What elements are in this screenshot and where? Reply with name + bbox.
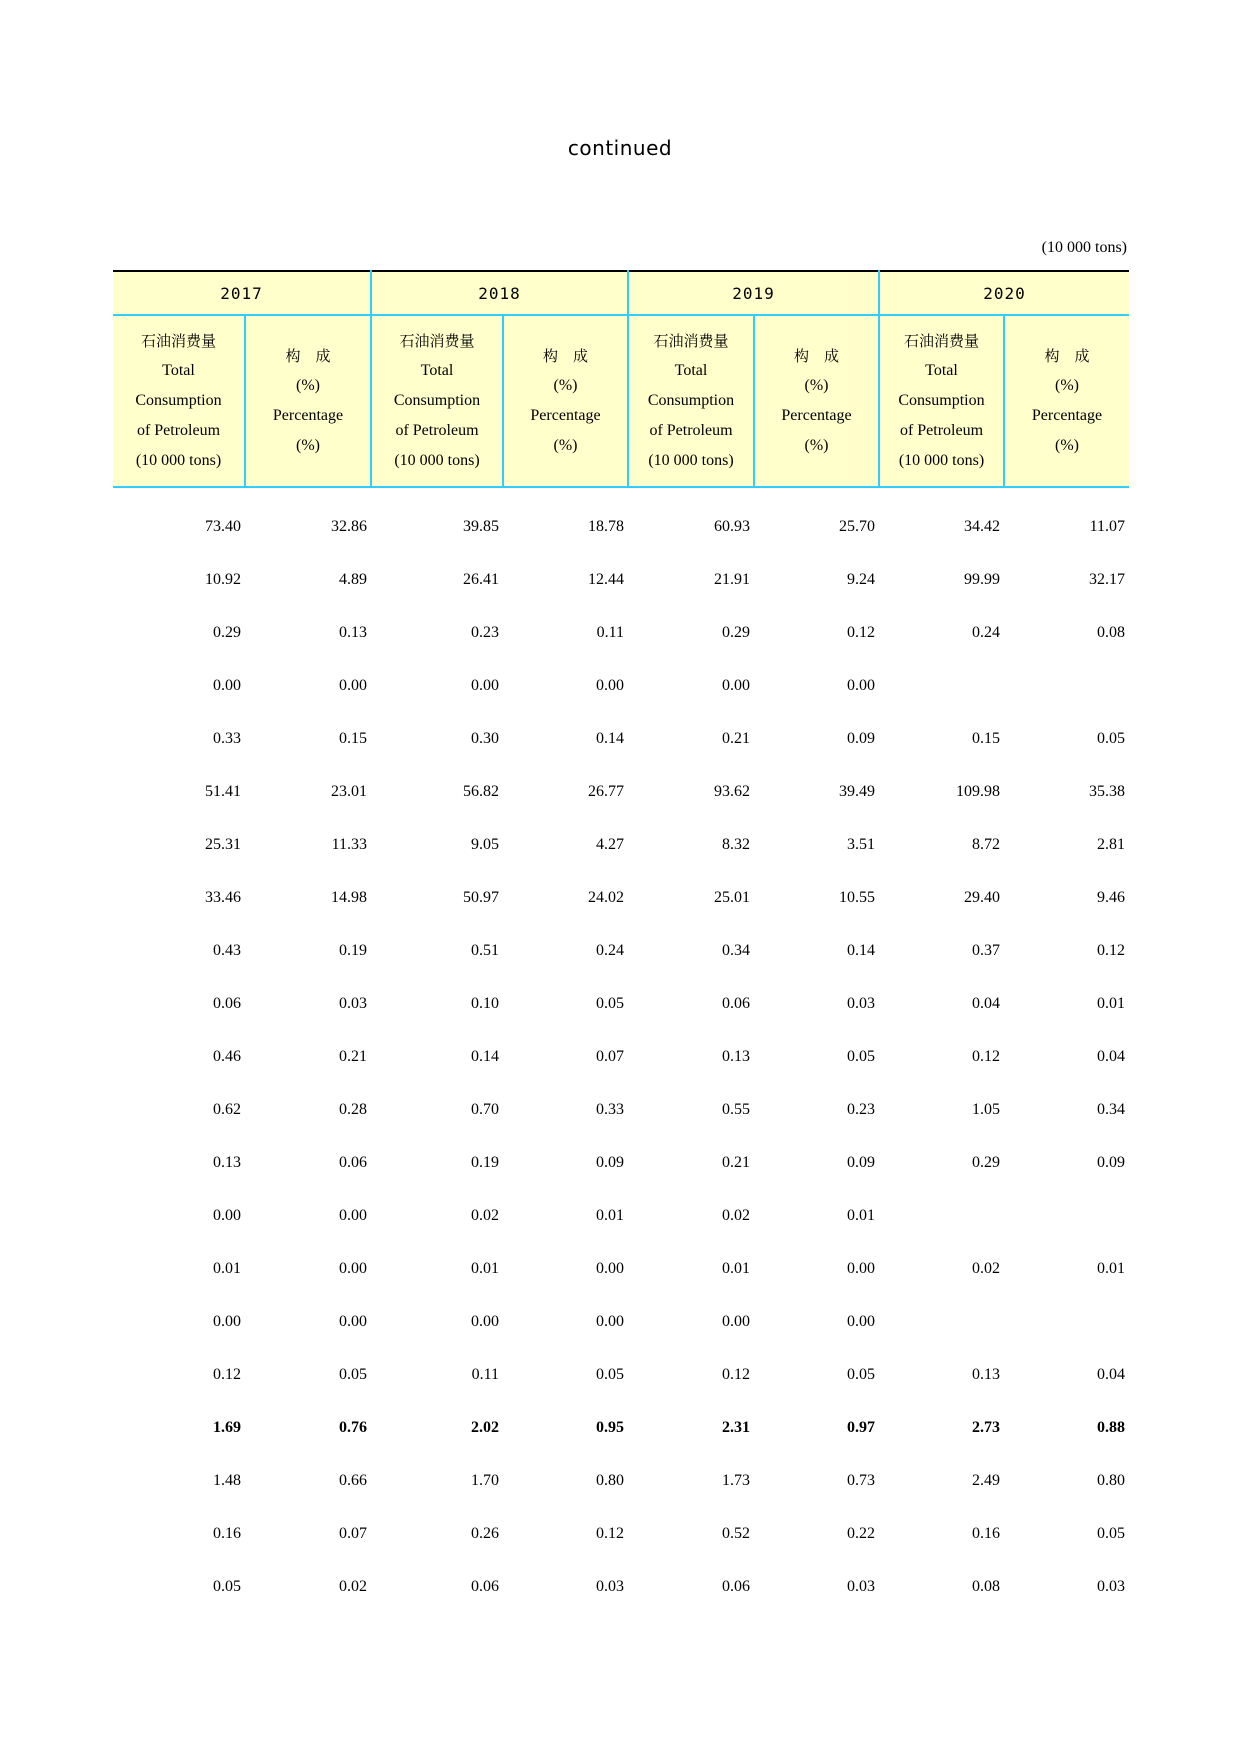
percentage-cell: 0.06 [339,1153,367,1171]
unit-note: (10 000 tons) [1041,239,1127,256]
consumption-cell [879,659,1004,712]
percentage-cell: 25.70 [839,517,875,535]
consumption-cell: 0.01 [471,1259,499,1277]
percentage-cell: 0.21 [339,1047,367,1065]
consumption-cell: 93.62 [714,782,750,800]
consumption-cell: 0.01 [722,1259,750,1277]
consumption-cell: 0.12 [972,1047,1000,1065]
percentage-cell: 0.08 [1097,623,1125,641]
total-header-line: of Petroleum [899,422,984,439]
consumption-cell: 0.30 [471,729,499,747]
consumption-cell: 0.34 [722,941,750,959]
consumption-cell: 0.06 [722,994,750,1012]
consumption-cell: 0.00 [213,1206,241,1224]
total-header-zh: 石油消费量 [653,332,729,350]
pct-header-zh: 构 成 [542,347,588,365]
pct-header-zh: 构 成 [793,347,839,365]
consumption-cell: 0.00 [471,1312,499,1330]
table-row [113,1401,1129,1454]
percentage-cell: 0.07 [596,1047,624,1065]
pct-header-line: (%) [553,377,578,394]
pct-header-line: (%) [296,377,320,394]
consumption-cell: 0.02 [471,1206,499,1224]
percentage-cell: 18.78 [588,517,624,535]
percentage-header [245,315,371,487]
consumption-cell: 0.21 [722,1153,750,1171]
percentage-cell: 0.05 [596,1365,624,1383]
consumption-cell: 0.00 [213,676,241,694]
consumption-cell: 0.06 [722,1577,750,1595]
percentage-cell [1004,1295,1129,1348]
percentage-cell: 0.00 [339,1312,367,1330]
consumption-cell: 0.62 [213,1100,241,1118]
percentage-cell: 0.05 [1097,1524,1125,1542]
consumption-cell: 0.12 [213,1365,241,1383]
consumption-cell: 1.05 [972,1100,1000,1118]
percentage-cell: 32.86 [331,517,367,535]
consumption-cell: 73.40 [205,517,241,535]
consumption-cell: 56.82 [463,782,499,800]
consumption-cell: 1.73 [722,1471,750,1489]
consumption-cell: 8.72 [972,835,1000,853]
percentage-cell: 0.03 [339,994,367,1012]
percentage-cell: 0.13 [339,623,367,641]
percentage-cell: 0.12 [847,623,875,641]
consumption-cell: 0.13 [972,1365,1000,1383]
consumption-cell: 2.02 [471,1418,499,1436]
sub-header-row [113,315,1129,487]
pct-header-line: (%) [1055,437,1079,454]
percentage-cell: 0.15 [339,729,367,747]
consumption-cell: 0.21 [722,729,750,747]
total-header-line: Consumption [135,392,222,409]
table-row [113,1242,1129,1295]
table-row [113,1295,1129,1348]
consumption-cell: 26.41 [463,570,499,588]
percentage-cell: 12.44 [588,570,624,588]
percentage-cell: 0.76 [339,1418,367,1436]
table-row [113,977,1129,1030]
consumption-cell: 34.42 [964,517,1000,535]
percentage-cell: 0.00 [596,676,624,694]
percentage-cell: 0.00 [596,1312,624,1330]
total-consumption-header [879,315,1004,487]
percentage-cell: 0.05 [596,994,624,1012]
consumption-cell: 0.16 [972,1524,1000,1542]
percentage-header [754,315,879,487]
percentage-cell: 0.00 [339,676,367,694]
total-header-line: Consumption [393,392,481,409]
percentage-cell: 0.23 [847,1100,875,1118]
consumption-cell: 0.29 [213,623,241,641]
consumption-cell: 0.00 [471,676,499,694]
consumption-cell: 0.05 [213,1577,241,1595]
pct-header-line: Percentage [1031,407,1103,424]
table-row [113,1454,1129,1507]
total-consumption-header [371,315,503,487]
consumption-cell: 0.10 [471,994,499,1012]
percentage-cell: 0.22 [847,1524,875,1542]
percentage-cell: 32.17 [1089,570,1125,588]
consumption-cell: 0.14 [471,1047,499,1065]
consumption-cell: 0.02 [972,1259,1000,1277]
pct-header-line: (%) [804,377,829,394]
consumption-cell: 0.52 [722,1524,750,1542]
year-header-2020: 2020 [879,271,1129,315]
consumption-cell: 2.73 [972,1418,1000,1436]
percentage-cell: 0.11 [596,623,624,641]
total-header-line: of Petroleum [395,422,479,439]
consumption-cell: 1.70 [471,1471,499,1489]
consumption-cell: 0.00 [213,1312,241,1330]
consumption-cell: 99.99 [964,570,1000,588]
pct-header-line: Percentage [272,407,344,424]
table-row [113,1348,1129,1401]
table-body [113,487,1129,1613]
pct-header-zh: 构 成 [1044,347,1090,365]
consumption-cell: 0.29 [722,623,750,641]
total-header-line: Consumption [647,392,735,409]
percentage-cell: 0.03 [1097,1577,1125,1595]
consumption-cell: 2.49 [972,1471,1000,1489]
consumption-cell: 0.51 [471,941,499,959]
consumption-cell: 50.97 [463,888,499,906]
percentage-cell: 0.14 [596,729,624,747]
percentage-cell: 4.89 [339,570,367,588]
consumption-cell: 9.05 [471,835,499,853]
pct-header-line: Percentage [781,407,852,424]
percentage-cell: 0.04 [1097,1365,1125,1383]
consumption-cell: 29.40 [964,888,1000,906]
year-header-row [113,271,1129,315]
total-header-line: of Petroleum [649,422,733,439]
total-header-line: Total [925,362,958,379]
percentage-cell: 39.49 [839,782,875,800]
consumption-cell: 25.01 [714,888,750,906]
percentage-cell: 10.55 [839,888,875,906]
percentage-cell: 0.28 [339,1100,367,1118]
table-row [113,765,1129,818]
percentage-cell: 0.09 [596,1153,624,1171]
percentage-cell: 3.51 [847,835,875,853]
percentage-cell: 11.33 [331,835,367,853]
total-consumption-header [628,315,754,487]
consumption-cell: 25.31 [205,835,241,853]
percentage-cell: 0.05 [847,1047,875,1065]
consumption-cell: 0.08 [972,1577,1000,1595]
year-header-2018: 2018 [371,271,628,315]
pct-header-line: (%) [296,437,320,454]
percentage-cell: 0.04 [1097,1047,1125,1065]
consumption-cell: 0.00 [722,1312,750,1330]
table-row [113,712,1129,765]
percentage-cell: 0.00 [596,1259,624,1277]
percentage-cell: 35.38 [1089,782,1125,800]
total-header-line: (10 000 tons) [394,452,480,469]
percentage-cell: 0.05 [339,1365,367,1383]
percentage-cell: 0.05 [1097,729,1125,747]
consumption-cell: 0.11 [471,1365,499,1383]
percentage-cell: 0.01 [596,1206,624,1224]
percentage-cell: 0.88 [1097,1418,1125,1436]
percentage-cell: 0.00 [847,1259,875,1277]
percentage-cell: 9.46 [1097,888,1125,906]
percentage-cell: 0.07 [339,1524,367,1542]
consumption-cell: 0.06 [213,994,241,1012]
pct-header-line: Percentage [530,407,601,424]
consumption-cell: 8.32 [722,835,750,853]
consumption-cell: 0.29 [972,1153,1000,1171]
percentage-cell: 0.80 [596,1471,624,1489]
percentage-cell: 0.97 [847,1418,875,1436]
pct-header-line: (%) [804,437,829,454]
percentage-cell: 0.73 [847,1471,875,1489]
percentage-cell: 23.01 [331,782,367,800]
consumption-cell: 60.93 [714,517,750,535]
percentage-cell: 0.01 [1097,994,1125,1012]
table-row [113,487,1129,553]
consumption-cell: 1.48 [213,1471,241,1489]
percentage-cell: 0.12 [596,1524,624,1542]
consumption-cell: 0.13 [722,1047,750,1065]
table-row [113,818,1129,871]
total-header-line: of Petroleum [136,422,221,439]
table-row [113,871,1129,924]
percentage-cell [1004,659,1129,712]
total-header-line: Total [420,362,454,379]
pct-header-line: (%) [1055,377,1079,394]
percentage-cell: 0.34 [1097,1100,1125,1118]
percentage-cell: 0.01 [847,1206,875,1224]
percentage-cell: 0.80 [1097,1471,1125,1489]
consumption-cell: 0.55 [722,1100,750,1118]
percentage-cell: 0.00 [847,1312,875,1330]
percentage-header [1004,315,1129,487]
percentage-cell: 0.02 [339,1577,367,1595]
consumption-cell: 0.43 [213,941,241,959]
consumption-cell: 0.04 [972,994,1000,1012]
percentage-cell: 0.03 [596,1577,624,1595]
percentage-cell: 24.02 [588,888,624,906]
percentage-cell: 9.24 [847,570,875,588]
consumption-cell: 33.46 [205,888,241,906]
table-row [113,924,1129,977]
percentage-cell: 0.66 [339,1471,367,1489]
table-row [113,1189,1129,1242]
percentage-cell: 0.09 [847,1153,875,1171]
percentage-cell: 0.09 [1097,1153,1125,1171]
percentage-cell: 0.00 [339,1206,367,1224]
percentage-cell: 2.81 [1097,835,1125,853]
percentage-cell: 0.24 [596,941,624,959]
percentage-cell: 0.03 [847,994,875,1012]
total-header-line: Total [674,362,708,379]
percentage-cell: 0.00 [847,676,875,694]
consumption-cell: 0.16 [213,1524,241,1542]
percentage-cell [1004,1189,1129,1242]
consumption-cell: 0.00 [722,676,750,694]
total-header-line: (10 000 tons) [135,452,222,469]
percentage-cell: 0.01 [1097,1259,1125,1277]
consumption-cell: 2.31 [722,1418,750,1436]
percentage-cell: 0.03 [847,1577,875,1595]
total-header-line: Consumption [898,392,985,409]
table-row [113,1136,1129,1189]
table-row [113,1560,1129,1613]
table-row [113,1507,1129,1560]
percentage-cell: 0.09 [847,729,875,747]
consumption-cell: 51.41 [205,782,241,800]
petroleum-consumption-table [113,270,1129,1613]
consumption-cell: 0.19 [471,1153,499,1171]
total-header-line: (10 000 tons) [898,452,985,469]
percentage-cell: 11.07 [1089,517,1125,535]
percentage-cell: 0.12 [1097,941,1125,959]
percentage-cell: 0.05 [847,1365,875,1383]
total-header-zh: 石油消费量 [140,332,216,350]
consumption-cell: 0.12 [722,1365,750,1383]
consumption-cell: 109.98 [956,782,1000,800]
percentage-cell: 0.33 [596,1100,624,1118]
table-row [113,553,1129,606]
year-header-2019: 2019 [628,271,879,315]
consumption-cell: 21.91 [714,570,750,588]
pct-header-line: (%) [553,437,578,454]
consumption-cell: 39.85 [463,517,499,535]
table-row [113,1030,1129,1083]
consumption-cell: 0.46 [213,1047,241,1065]
page-title: continued [567,136,673,160]
consumption-cell [879,1189,1004,1242]
consumption-cell: 0.33 [213,729,241,747]
consumption-cell: 0.02 [722,1206,750,1224]
table-row [113,1083,1129,1136]
consumption-cell: 0.70 [471,1100,499,1118]
total-consumption-header [113,315,245,487]
consumption-cell: 0.13 [213,1153,241,1171]
table-row [113,659,1129,712]
percentage-cell: 14.98 [331,888,367,906]
percentage-cell: 0.95 [596,1418,624,1436]
total-header-zh: 石油消费量 [399,332,475,350]
percentage-cell: 0.19 [339,941,367,959]
consumption-cell: 0.15 [972,729,1000,747]
consumption-cell: 0.24 [972,623,1000,641]
year-header-2017: 2017 [113,271,371,315]
consumption-cell [879,1295,1004,1348]
consumption-cell: 0.01 [213,1259,241,1277]
percentage-cell: 26.77 [588,782,624,800]
consumption-cell: 0.23 [471,623,499,641]
total-header-zh: 石油消费量 [903,332,979,350]
percentage-cell: 4.27 [596,835,624,853]
percentage-cell: 0.14 [847,941,875,959]
consumption-cell: 0.37 [972,941,1000,959]
percentage-header [503,315,628,487]
consumption-cell: 0.26 [471,1524,499,1542]
percentage-cell: 0.00 [339,1259,367,1277]
table-row [113,606,1129,659]
total-header-line: (10 000 tons) [648,452,734,469]
consumption-cell: 0.06 [471,1577,499,1595]
consumption-cell: 1.69 [213,1418,241,1436]
consumption-cell: 10.92 [205,570,241,588]
pct-header-zh: 构 成 [285,347,331,365]
total-header-line: Total [162,362,195,379]
